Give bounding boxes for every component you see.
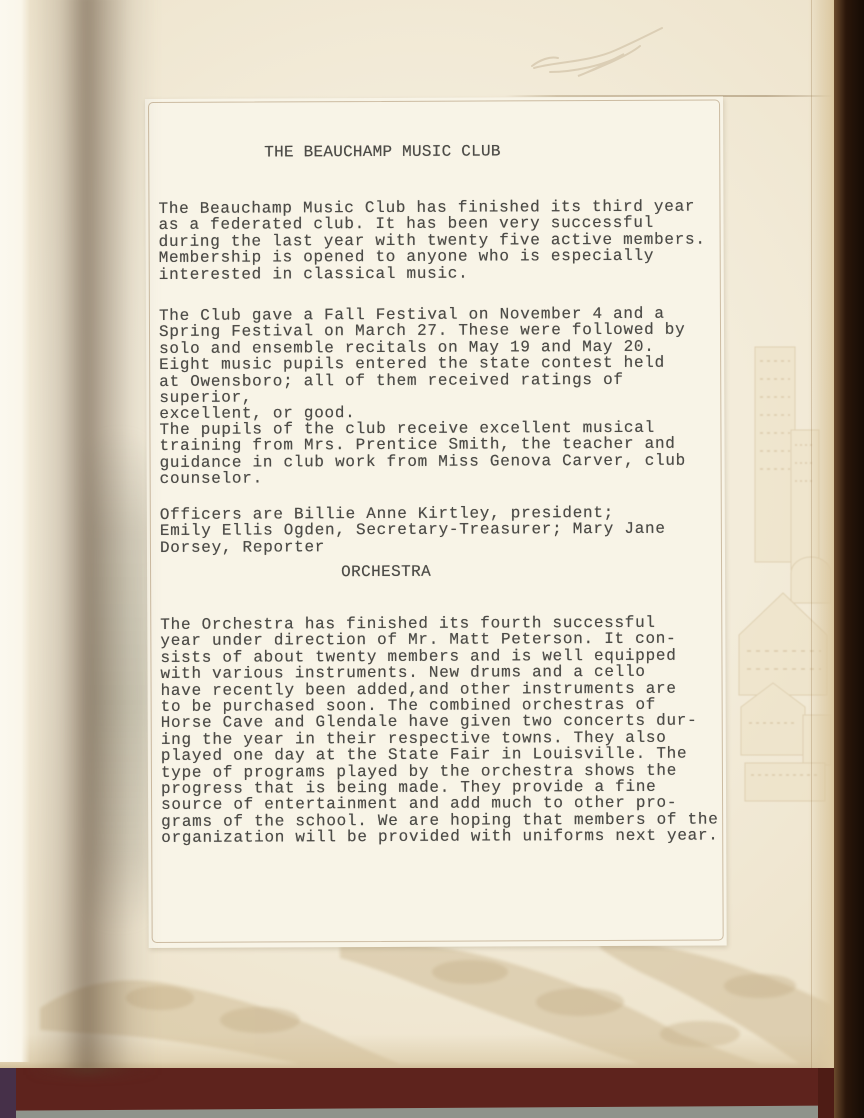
club-officers-paragraph: Officers are Billie Anne Kirtley, president; Emily Ellis Ogden, Secretary-Treasurer; Mary Jane Dorsey, Reporter [159, 503, 666, 557]
page-curl-shadow [28, 0, 158, 1075]
orchestra-heading: ORCHESTRA [341, 562, 432, 582]
book-edge-dark [834, 0, 864, 1118]
typed-paper [145, 96, 727, 948]
club-heading: THE BEAUCHAMP MUSIC CLUB [264, 142, 501, 162]
page-stack-edge-line [811, 0, 812, 1068]
club-paragraph-1: The Beauchamp Music Club has finished its third year as a federated club. It has been very successful during the last year with twenty five active members. Membership is opened to anyone who is especially interested in classical music. [158, 197, 706, 284]
orchestra-paragraph: The Orchestra has finished its fourth successful year under direction of Mr. Matt Peterson. It con- sists of about twenty members and is well equipped with various instruments. New drums and a cello have recently been added,and other instruments are to be purchased soon. The combined orchestras of Horse Cave and Glendale have given two concerts dur- ing the year in their respective towns. They also played one day at the State Fair in Louisville. The type of programs played by the orchestra shows the progress that is being made. They provide a fine source of entertainment and add much to other pro- grams of the school. We are hoping that members of the organization will be provided with uniforms next year. [160, 613, 719, 848]
club-paragraph-2: The Club gave a Fall Festival on November 4 and a Spring Festival on March 27. These were followed by solo and ensemble recitals on May 19 and May 20. Eight music pupils entered the state contest held at Owensboro; all of them received ratings of superior, excellent, or good. [158, 304, 686, 424]
pencil-scribble [520, 22, 670, 88]
club-paragraph-3: The pupils of the club receive excellent musical training from Mrs. Prentice Smith, the teacher and guidance in club work from Miss Genova Carver, club counselor. [159, 418, 687, 489]
page-curl-highlight [0, 0, 30, 1062]
